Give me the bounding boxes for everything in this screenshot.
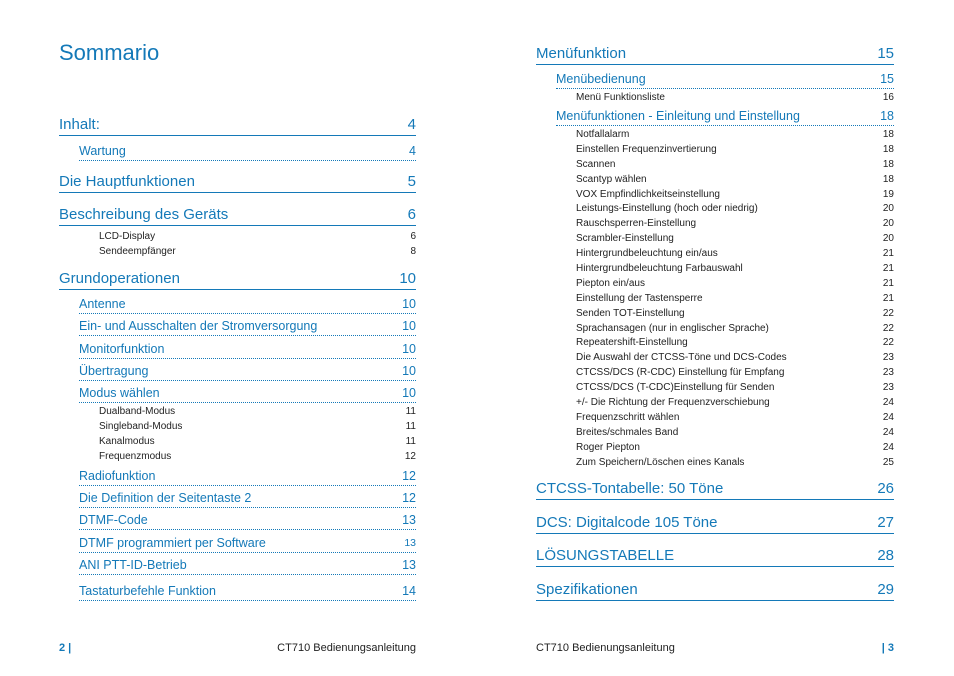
toc-entry-page: 13: [402, 558, 416, 572]
toc-entry-text: Radiofunktion: [79, 469, 156, 483]
toc-entry-text: Ein- und Ausschalten der Stromversorgung: [79, 319, 318, 333]
toc-entry-seitentaste[interactable]: [79, 490, 416, 508]
toc-entry-grundoperationen[interactable]: [59, 270, 416, 290]
toc-entry-page: 16: [882, 92, 894, 103]
toc-entry-page: 11: [405, 436, 416, 447]
toc-entry-page: 23: [882, 382, 894, 393]
toc-entry-page: 13: [402, 513, 416, 527]
toc-entry-page: 15: [877, 45, 894, 62]
toc-entry-lcd-display[interactable]: [99, 230, 416, 243]
toc-entry-text: Zum Speichern/Löschen eines Kanals: [576, 457, 745, 468]
toc-entry-page: 11: [405, 406, 416, 417]
toc-entry-kanal-speichern[interactable]: [576, 456, 894, 469]
toc-entry-text: Antenne: [79, 297, 126, 311]
toc-entry-text: Modus wählen: [79, 386, 160, 400]
toc-entry-roger-piepton[interactable]: [576, 441, 894, 454]
toc-entry-text: Monitorfunktion: [79, 342, 165, 356]
toc-entry-leistung[interactable]: [576, 202, 894, 215]
toc-entry-text: VOX Empfindlichkeitseinstellung: [576, 189, 720, 200]
toc-entry-text: Frequenzschritt wählen: [576, 412, 680, 423]
toc-entry-page: 20: [882, 203, 894, 214]
page-title: Sommario: [59, 40, 160, 65]
toc-entry-kanalmodus[interactable]: [99, 435, 416, 448]
footer-title: CT710 Bedienungsanleitung: [536, 642, 675, 654]
toc-entry-menuebedienung[interactable]: [556, 71, 894, 89]
toc-entry-sendeempfaenger[interactable]: [99, 245, 416, 258]
toc-entry-tastaturbefehle[interactable]: [79, 583, 416, 601]
toc-entry-page: 18: [882, 144, 894, 155]
toc-entry-ani-ptt-id[interactable]: [79, 557, 416, 575]
toc-entry-page: 20: [882, 233, 894, 244]
toc-entry-text: CTCSS/DCS (T-CDC)Einstellung für Senden: [576, 382, 775, 393]
toc-entry-text: CTCSS-Tontabelle: 50 Töne: [536, 480, 724, 497]
toc-entry-page: 11: [405, 421, 416, 432]
toc-entry-text: Frequenzmodus: [99, 451, 172, 462]
toc-entry-text: Hintergrundbeleuchtung ein/aus: [576, 248, 718, 259]
toc-entry-sprachansagen[interactable]: [576, 322, 894, 335]
toc-entry-spezifikationen[interactable]: [536, 581, 894, 601]
toc-entry-page: 20: [882, 218, 894, 229]
toc-entry-page: 19: [882, 189, 894, 200]
toc-entry-page: 27: [877, 514, 894, 531]
toc-entry-notfallalarm[interactable]: [576, 128, 894, 141]
toc-entry-page: 10: [402, 386, 416, 400]
toc-entry-page: 15: [880, 72, 894, 86]
toc-entry-page: 23: [882, 352, 894, 363]
toc-entry-text: CTCSS/DCS (R-CDC) Einstellung für Empfang: [576, 367, 785, 378]
toc-entry-page: 22: [882, 323, 894, 334]
toc-entry-hauptfunktionen[interactable]: [59, 173, 416, 193]
toc-entry-text: LCD-Display: [99, 231, 156, 242]
toc-entry-repeatershift[interactable]: [576, 336, 894, 349]
toc-entry-frequenzmodus[interactable]: [99, 450, 416, 463]
toc-entry-t-cdc[interactable]: [576, 381, 894, 394]
toc-entry-page: 4: [409, 144, 416, 158]
toc-entry-text: Scannen: [576, 159, 616, 170]
toc-entry-page: 10: [402, 297, 416, 311]
toc-entry-text: Sendeempfänger: [99, 246, 176, 257]
toc-entry-page: 21: [882, 293, 894, 304]
toc-entry-inhalt[interactable]: [59, 116, 416, 136]
toc-entry-text: LÖSUNGSTABELLE: [536, 547, 675, 564]
toc-entry-wartung[interactable]: [79, 143, 416, 161]
toc-entry-text: Leistungs-Einstellung (hoch oder niedrig): [576, 203, 758, 214]
toc-entry-page: 21: [882, 278, 894, 289]
toc-entry-page: 18: [880, 109, 894, 123]
footer-title: CT710 Bedienungsanleitung: [277, 642, 416, 654]
toc-entry-dtmf-software[interactable]: [79, 535, 416, 553]
toc-entry-page: 28: [877, 547, 894, 564]
toc-entry-text: Menüfunktionen - Einleitung und Einstellung: [556, 109, 800, 123]
toc-entry-hintergrund-farbe[interactable]: [576, 262, 894, 275]
toc-entry-page: 10: [399, 270, 416, 287]
right-page: [536, 0, 894, 676]
toc-entry-text: Menübedienung: [556, 72, 646, 86]
toc-entry-page: 25: [882, 457, 894, 468]
footer-page-number: | 3: [881, 642, 894, 654]
toc-entry-rauschsperre[interactable]: [576, 217, 894, 230]
toc-entry-dualband[interactable]: [99, 405, 416, 418]
toc-entry-text: Rauschsperren-Einstellung: [576, 218, 697, 229]
toc-entry-menuefunktion[interactable]: [536, 45, 894, 65]
toc-entry-ctcss-tontabelle[interactable]: [536, 480, 894, 500]
toc-entry-frequenzschritt[interactable]: [576, 411, 894, 424]
toc-entry-text: DTMF-Code: [79, 513, 148, 527]
left-page: [59, 0, 416, 676]
toc-entry-ctcss-dcs-auswahl[interactable]: [576, 351, 894, 364]
toc-entry-text: Beschreibung des Geräts: [59, 206, 229, 223]
toc-entry-uebertragung[interactable]: [79, 363, 416, 381]
toc-entry-text: +/- Die Richtung der Frequenzverschiebung: [576, 397, 770, 408]
toc-entry-text: Spezifikationen: [536, 581, 638, 598]
toc-entry-page: 26: [877, 480, 894, 497]
toc-entry-page: 14: [402, 584, 416, 598]
toc-entry-page: 12: [402, 469, 416, 483]
toc-entry-frequenzverschiebung[interactable]: [576, 396, 894, 409]
toc-entry-page: 10: [402, 319, 416, 333]
toc-entry-page: 24: [882, 397, 894, 408]
toc-entry-page: 24: [882, 412, 894, 423]
toc-entry-band[interactable]: [576, 426, 894, 439]
toc-entry-text: Scantyp wählen: [576, 174, 647, 185]
toc-entry-page: 13: [404, 537, 416, 549]
toc-entry-text: Die Hauptfunktionen: [59, 173, 195, 190]
toc-entry-page: 29: [877, 581, 894, 598]
toc-entry-text: Kanalmodus: [99, 436, 155, 447]
toc-entry-hintergrund-ein-aus[interactable]: [576, 247, 894, 260]
toc-entry-page: 23: [882, 367, 894, 378]
toc-entry-beschreibung[interactable]: [59, 206, 416, 226]
toc-entry-antenne[interactable]: [79, 296, 416, 314]
toc-entry-radiofunktion[interactable]: [79, 468, 416, 486]
toc-entry-text: Sprachansagen (nur in englischer Sprache): [576, 323, 769, 334]
toc-entry-monitorfunktion[interactable]: [79, 341, 416, 359]
toc-entry-page: 18: [882, 129, 894, 140]
toc-entry-tastensperre[interactable]: [576, 292, 894, 305]
toc-entry-text: Die Definition der Seitentaste 2: [79, 491, 252, 505]
toc-entry-stromversorgung[interactable]: [79, 318, 416, 336]
toc-entry-text: Hintergrundbeleuchtung Farbauswahl: [576, 263, 743, 274]
toc-entry-text: ANI PTT-ID-Betrieb: [79, 558, 187, 572]
toc-entry-dcs-digitalcode[interactable]: [536, 514, 894, 534]
toc-entry-funktionsliste[interactable]: [576, 91, 894, 104]
toc-entry-text: Roger Piepton: [576, 442, 640, 453]
toc-entry-page: 5: [407, 173, 416, 190]
toc-entry-text: DTMF programmiert per Software: [79, 536, 266, 550]
toc-entry-text: Repeatershift-Einstellung: [576, 337, 688, 348]
toc-entry-vox[interactable]: [576, 188, 894, 201]
toc-entry-page: 12: [404, 451, 416, 462]
toc-entry-text: Singleband-Modus: [99, 421, 183, 432]
toc-entry-text: Senden TOT-Einstellung: [576, 308, 685, 319]
toc-entry-r-cdc[interactable]: [576, 366, 894, 379]
toc-entry-page: 6: [410, 231, 416, 242]
toc-entry-page: 18: [882, 159, 894, 170]
toc-entry-tot[interactable]: [576, 307, 894, 320]
toc-entry-page: 22: [882, 308, 894, 319]
toc-entry-page: 6: [407, 206, 416, 223]
toc-entry-page: 12: [402, 491, 416, 505]
toc-entry-text: Dualband-Modus: [99, 406, 176, 417]
toc-entry-page: 10: [402, 342, 416, 356]
toc-entry-modus-waehlen[interactable]: [79, 385, 416, 403]
toc-entry-text: Grundoperationen: [59, 270, 180, 287]
toc-entry-scrambler[interactable]: [576, 232, 894, 245]
toc-entry-text: Menü Funktionsliste: [576, 92, 665, 103]
toc-entry-text: Inhalt:: [59, 116, 100, 133]
footer-page-number: 2 |: [59, 642, 72, 654]
toc-entry-page: 21: [882, 263, 894, 274]
toc-entry-page: 18: [882, 174, 894, 185]
toc-entry-text: DCS: Digitalcode 105 Töne: [536, 514, 718, 531]
toc-entry-scantyp[interactable]: [576, 173, 894, 186]
toc-entry-page: 10: [402, 364, 416, 378]
toc-entry-text: Piepton ein/aus: [576, 278, 645, 289]
toc-entry-loesungstabelle[interactable]: [536, 547, 894, 567]
toc-entry-text: Einstellung der Tastensperre: [576, 293, 703, 304]
toc-entry-text: Scrambler-Einstellung: [576, 233, 674, 244]
toc-entry-page: 8: [410, 246, 416, 257]
toc-entry-piepton[interactable]: [576, 277, 894, 290]
toc-entry-text: Menüfunktion: [536, 45, 627, 62]
toc-entry-menuefunktionen-einleitung[interactable]: [556, 108, 894, 126]
toc-entry-singleband[interactable]: [99, 420, 416, 433]
toc-entry-text: Die Auswahl der CTCSS-Töne und DCS-Codes: [576, 352, 787, 363]
toc-entry-text: Einstellen Frequenzinvertierung: [576, 144, 717, 155]
toc-entry-text: Notfallalarm: [576, 129, 630, 140]
toc-entry-text: Tastaturbefehle Funktion: [79, 584, 216, 598]
toc-entry-page: 22: [882, 337, 894, 348]
toc-entry-page: 24: [882, 442, 894, 453]
toc-entry-page: 4: [407, 116, 416, 133]
toc-entry-text: Breites/schmales Band: [576, 427, 679, 438]
toc-entry-page: 21: [882, 248, 894, 259]
toc-entry-text: Übertragung: [79, 364, 149, 378]
toc-entry-frequenzinvertierung[interactable]: [576, 143, 894, 156]
toc-entry-dtmf-code[interactable]: [79, 512, 416, 530]
toc-entry-page: 24: [882, 427, 894, 438]
toc-entry-text: Wartung: [79, 144, 126, 158]
toc-entry-scannen[interactable]: [576, 158, 894, 171]
